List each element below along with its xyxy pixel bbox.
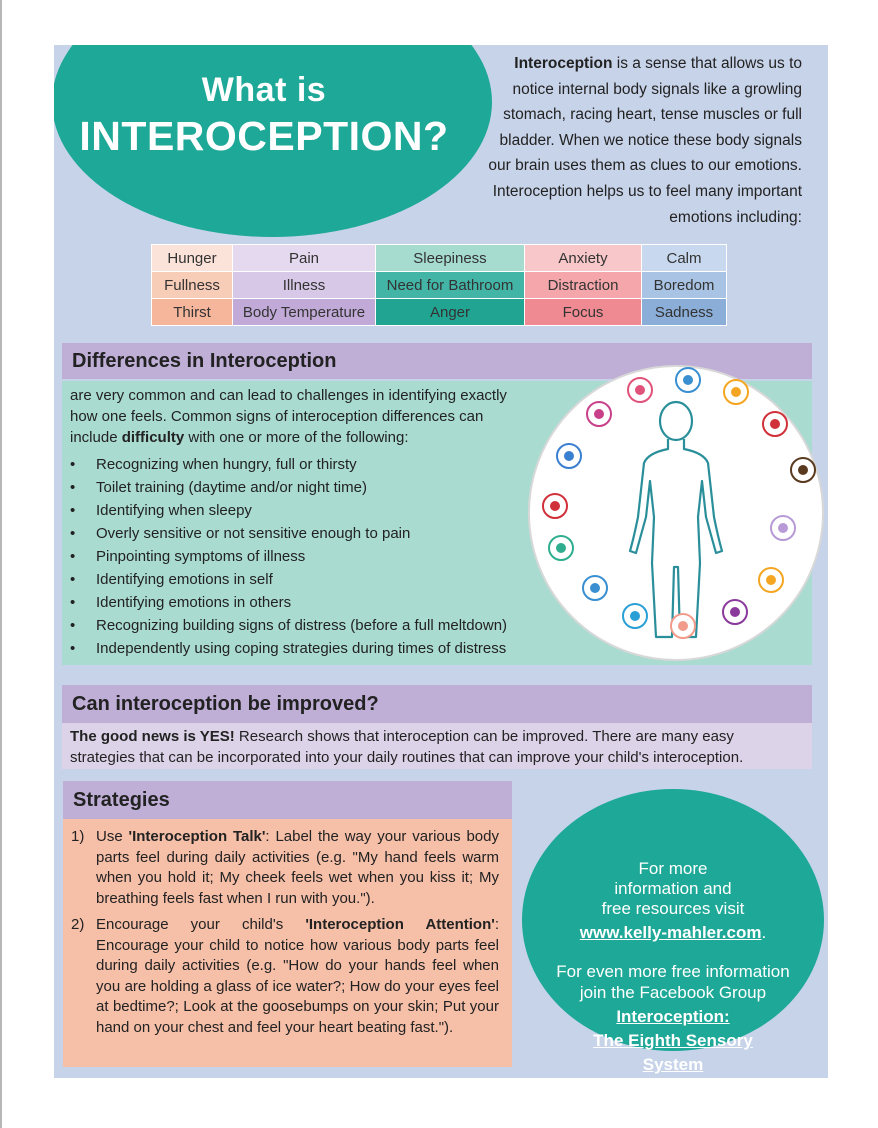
strategy-item	[71, 827, 499, 909]
body-map-illustration	[528, 365, 824, 661]
emotion-cell: Sadness	[642, 299, 727, 326]
intro-line: is a sense that allows us to	[612, 55, 802, 72]
strategies-heading: Strategies	[63, 781, 512, 819]
callout-line: information and	[614, 879, 732, 898]
intro-term: Interoception	[514, 55, 613, 72]
page-edge-rule	[0, 0, 2, 1128]
emotions-row	[152, 299, 727, 326]
differences-intro-line: include difficulty with one or more of the following:	[70, 429, 409, 446]
intro-line: stomach, racing heart, tense muscles or full	[503, 106, 802, 124]
list-item: • Toilet training (daytime and/or night time)	[70, 476, 540, 499]
list-item: • Pinpointing symptoms of illness	[70, 545, 540, 568]
leg-icon	[582, 575, 608, 601]
differences-heading: Differences in Interoception	[62, 343, 812, 379]
list-item: • Identifying when sleepy	[70, 499, 540, 522]
heart-icon	[542, 493, 568, 519]
emotion-cell: Distraction	[525, 272, 642, 299]
mouth-icon	[762, 411, 788, 437]
improve-line: The good news is YES! Research shows that interoception can be improved. There are many easy	[70, 728, 734, 745]
stomach-icon	[586, 401, 612, 427]
differences-intro-line: are very common and can lead to challenges in identifying exactly	[70, 387, 507, 404]
improve-line: strategies that can be incorporated into your daily routines that can improve your child's interoception.	[70, 749, 744, 766]
lungs-icon	[548, 535, 574, 561]
callout-line: join the Facebook Group	[579, 983, 767, 1002]
emotions-table	[151, 244, 727, 326]
emotion-cell: Fullness	[152, 272, 233, 299]
emotion-cell: Hunger	[152, 245, 233, 272]
emotion-cell: Pain	[233, 245, 376, 272]
list-item: • Recognizing when hungry, full or thirsty	[70, 453, 540, 476]
throat-icon	[758, 567, 784, 593]
emotion-cell: Anger	[376, 299, 525, 326]
strategy-number: 2)	[71, 916, 85, 933]
bladder-icon	[675, 367, 701, 393]
emotion-cell: Need for Bathroom	[376, 272, 525, 299]
ears-icon	[770, 515, 796, 541]
strategy-number: 1)	[71, 828, 85, 845]
improve-heading: Can interoception be improved?	[62, 685, 812, 723]
emotion-cell: Boredom	[642, 272, 727, 299]
emotions-row	[152, 245, 727, 272]
list-item: • Identifying emotions in self	[70, 568, 540, 591]
list-item: • Recognizing building signs of distress (before a full meltdown)	[70, 614, 540, 637]
list-item: • Identifying emotions in others	[70, 591, 540, 614]
intro-line: bladder. When we notice these body signals	[499, 131, 802, 149]
eyes-icon	[790, 457, 816, 483]
callout-line: free resources visit	[601, 899, 745, 918]
emotion-cell: Anxiety	[525, 245, 642, 272]
strategy-item	[71, 915, 499, 1039]
title-line-2: INTEROCEPTION?	[79, 113, 449, 159]
strategy-text: Encourage your child's 'Interoception Attention': Encourage your child to notice how various body parts feel during daily activities (e.g. "How do your hands feel when you are holding a glass of ice water?; How do your eyes feel at bedtime?; Look at the goosebumps on your skin; Put your hand on your chest and feel your heart beating fast.").	[96, 916, 499, 1036]
strategy-text: Use 'Interoception Talk': Label the way your various body parts feel during daily activities (e.g. "My hand feels warm when you hold it; My cheek feels wet when you kiss it; My breathing feels fast when I run with you.").	[96, 828, 499, 907]
callout-line: For even more free information	[556, 962, 790, 981]
emotion-cell: Body Temperature	[233, 299, 376, 326]
nose-icon	[723, 379, 749, 405]
emotion-cell: Calm	[642, 245, 727, 272]
facebook-group-link[interactable]: System	[642, 1055, 704, 1074]
facebook-group-link[interactable]: The Eighth Sensory	[593, 1031, 753, 1050]
emotion-cell: Sleepiness	[376, 245, 525, 272]
intro-paragraph	[424, 51, 802, 230]
emotion-cell: Illness	[233, 272, 376, 299]
list-item: • Independently using coping strategies during times of distress	[70, 637, 540, 660]
differences-list	[70, 453, 540, 660]
facebook-group-link[interactable]: Interoception:	[616, 1007, 730, 1026]
strategies-panel	[63, 819, 512, 1067]
website-link[interactable]: www.kelly-mahler.com	[579, 923, 762, 942]
title-line-1: What is	[201, 71, 327, 109]
uterus-icon	[627, 377, 653, 403]
callout-line: For more	[638, 859, 708, 878]
intro-line: notice internal body signals like a growling	[512, 80, 802, 98]
intro-line: emotions including:	[669, 208, 802, 226]
brain-icon	[556, 443, 582, 469]
intro-line: our brain uses them as clues to our emotions.	[488, 157, 802, 175]
improve-panel	[62, 723, 812, 769]
tongue-icon	[722, 599, 748, 625]
poster	[54, 45, 828, 1078]
emotions-row	[152, 272, 727, 299]
emotion-cell: Focus	[525, 299, 642, 326]
hands-icon	[670, 613, 696, 639]
differences-intro	[70, 385, 550, 448]
resources-callout	[522, 789, 824, 1074]
differences-intro-line: how one feels. Common signs of interoception differences can	[70, 408, 484, 425]
bone-icon	[622, 603, 648, 629]
emotion-cell: Thirst	[152, 299, 233, 326]
list-item: • Overly sensitive or not sensitive enough to pain	[70, 522, 540, 545]
callout-line: www.kelly-mahler.com.	[579, 923, 767, 942]
intro-line: Interoception helps us to feel many important	[492, 182, 802, 200]
